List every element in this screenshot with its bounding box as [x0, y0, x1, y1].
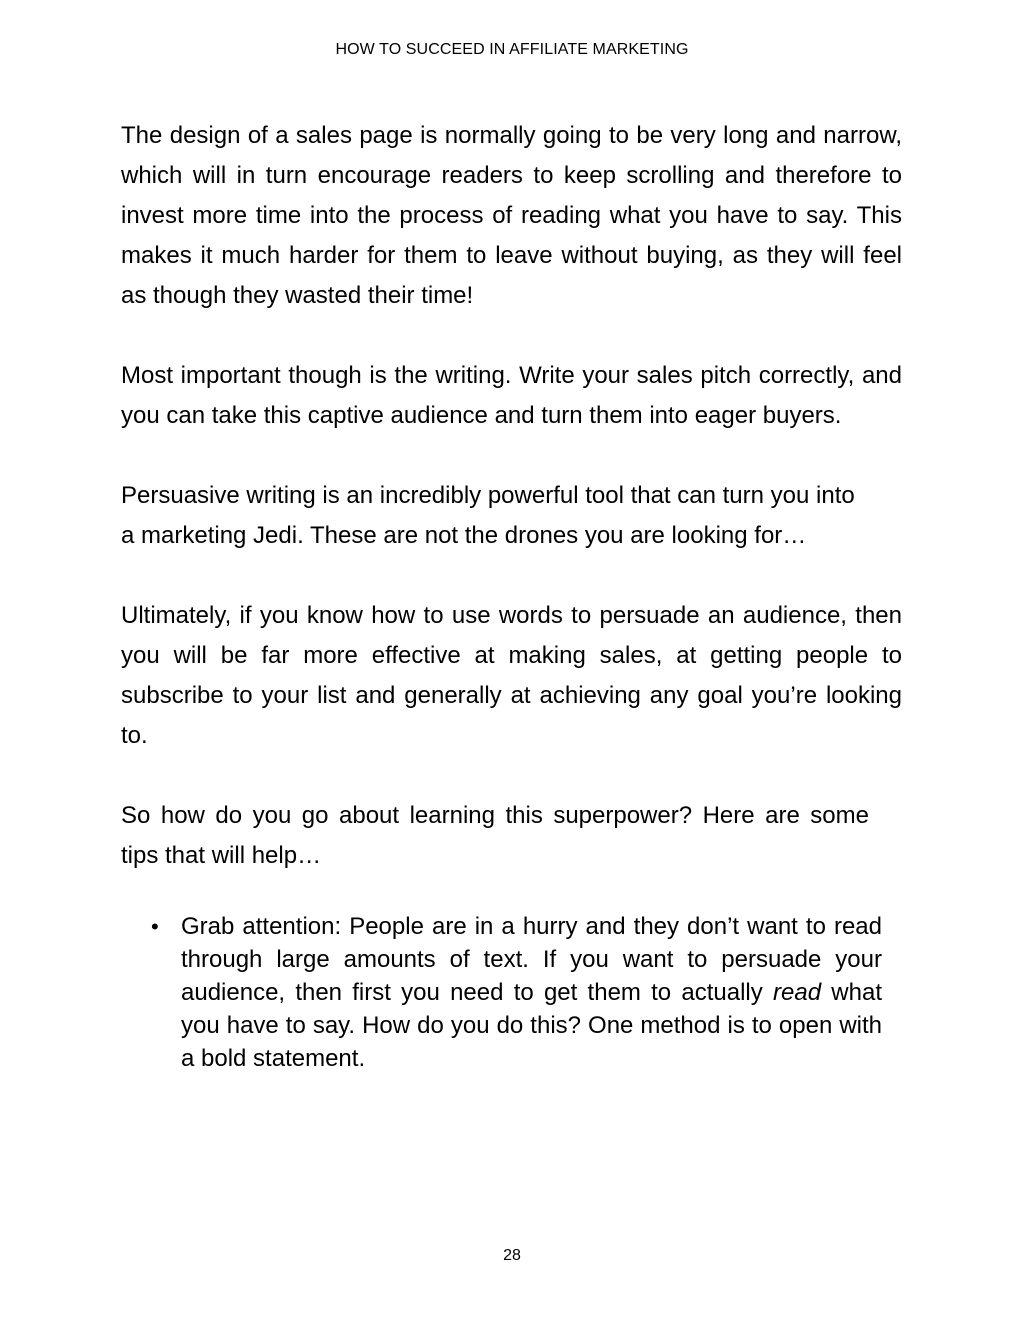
page-number: 28	[503, 1247, 521, 1264]
paragraph-ultimately: Ultimately, if you know how to use words to persuade an audience, then you will be far more effective at making sales, at getting people to subscribe to your list and generally at achieving any goal you’re looking to.	[121, 602, 902, 749]
list-item	[151, 910, 882, 1075]
bullet-dot-icon: •	[151, 914, 159, 939]
bullet-emphasis: read	[773, 979, 822, 1006]
paragraph-writing-importance: Most important though is the writing. Write your sales pitch correctly, and you can take this captive audience and turn them into eager buyers.	[121, 362, 902, 429]
tips-list	[121, 910, 902, 1075]
bullet-text-before: Grab attention: People are in a hurry and they don’t want to read through large amounts of text. If you want to persuade your audience, then first you need to get them to actually	[181, 913, 882, 1006]
bullet-text-after: what you have to say. How do you do this? One method is to open with a bold statement.	[181, 979, 882, 1072]
page-body	[121, 116, 902, 1075]
paragraph-sales-page-design: The design of a sales page is normally going to be very long and narrow, which will in turn encourage readers to keep scrolling and therefore to invest more time into the process of reading what you have to say. This makes it much harder for them to leave without buying, as they will feel as though they wasted their time!	[121, 122, 902, 309]
paragraph-persuasive-writing: Persuasive writing is an incredibly powerful tool that can turn you into a marketing Jedi. These are not the drones you are looking for…	[121, 482, 855, 549]
running-header: HOW TO SUCCEED IN AFFILIATE MARKETING	[335, 41, 689, 58]
paragraph-learning-superpower: So how do you go about learning this superpower? Here are some tips that will help…	[121, 802, 869, 869]
